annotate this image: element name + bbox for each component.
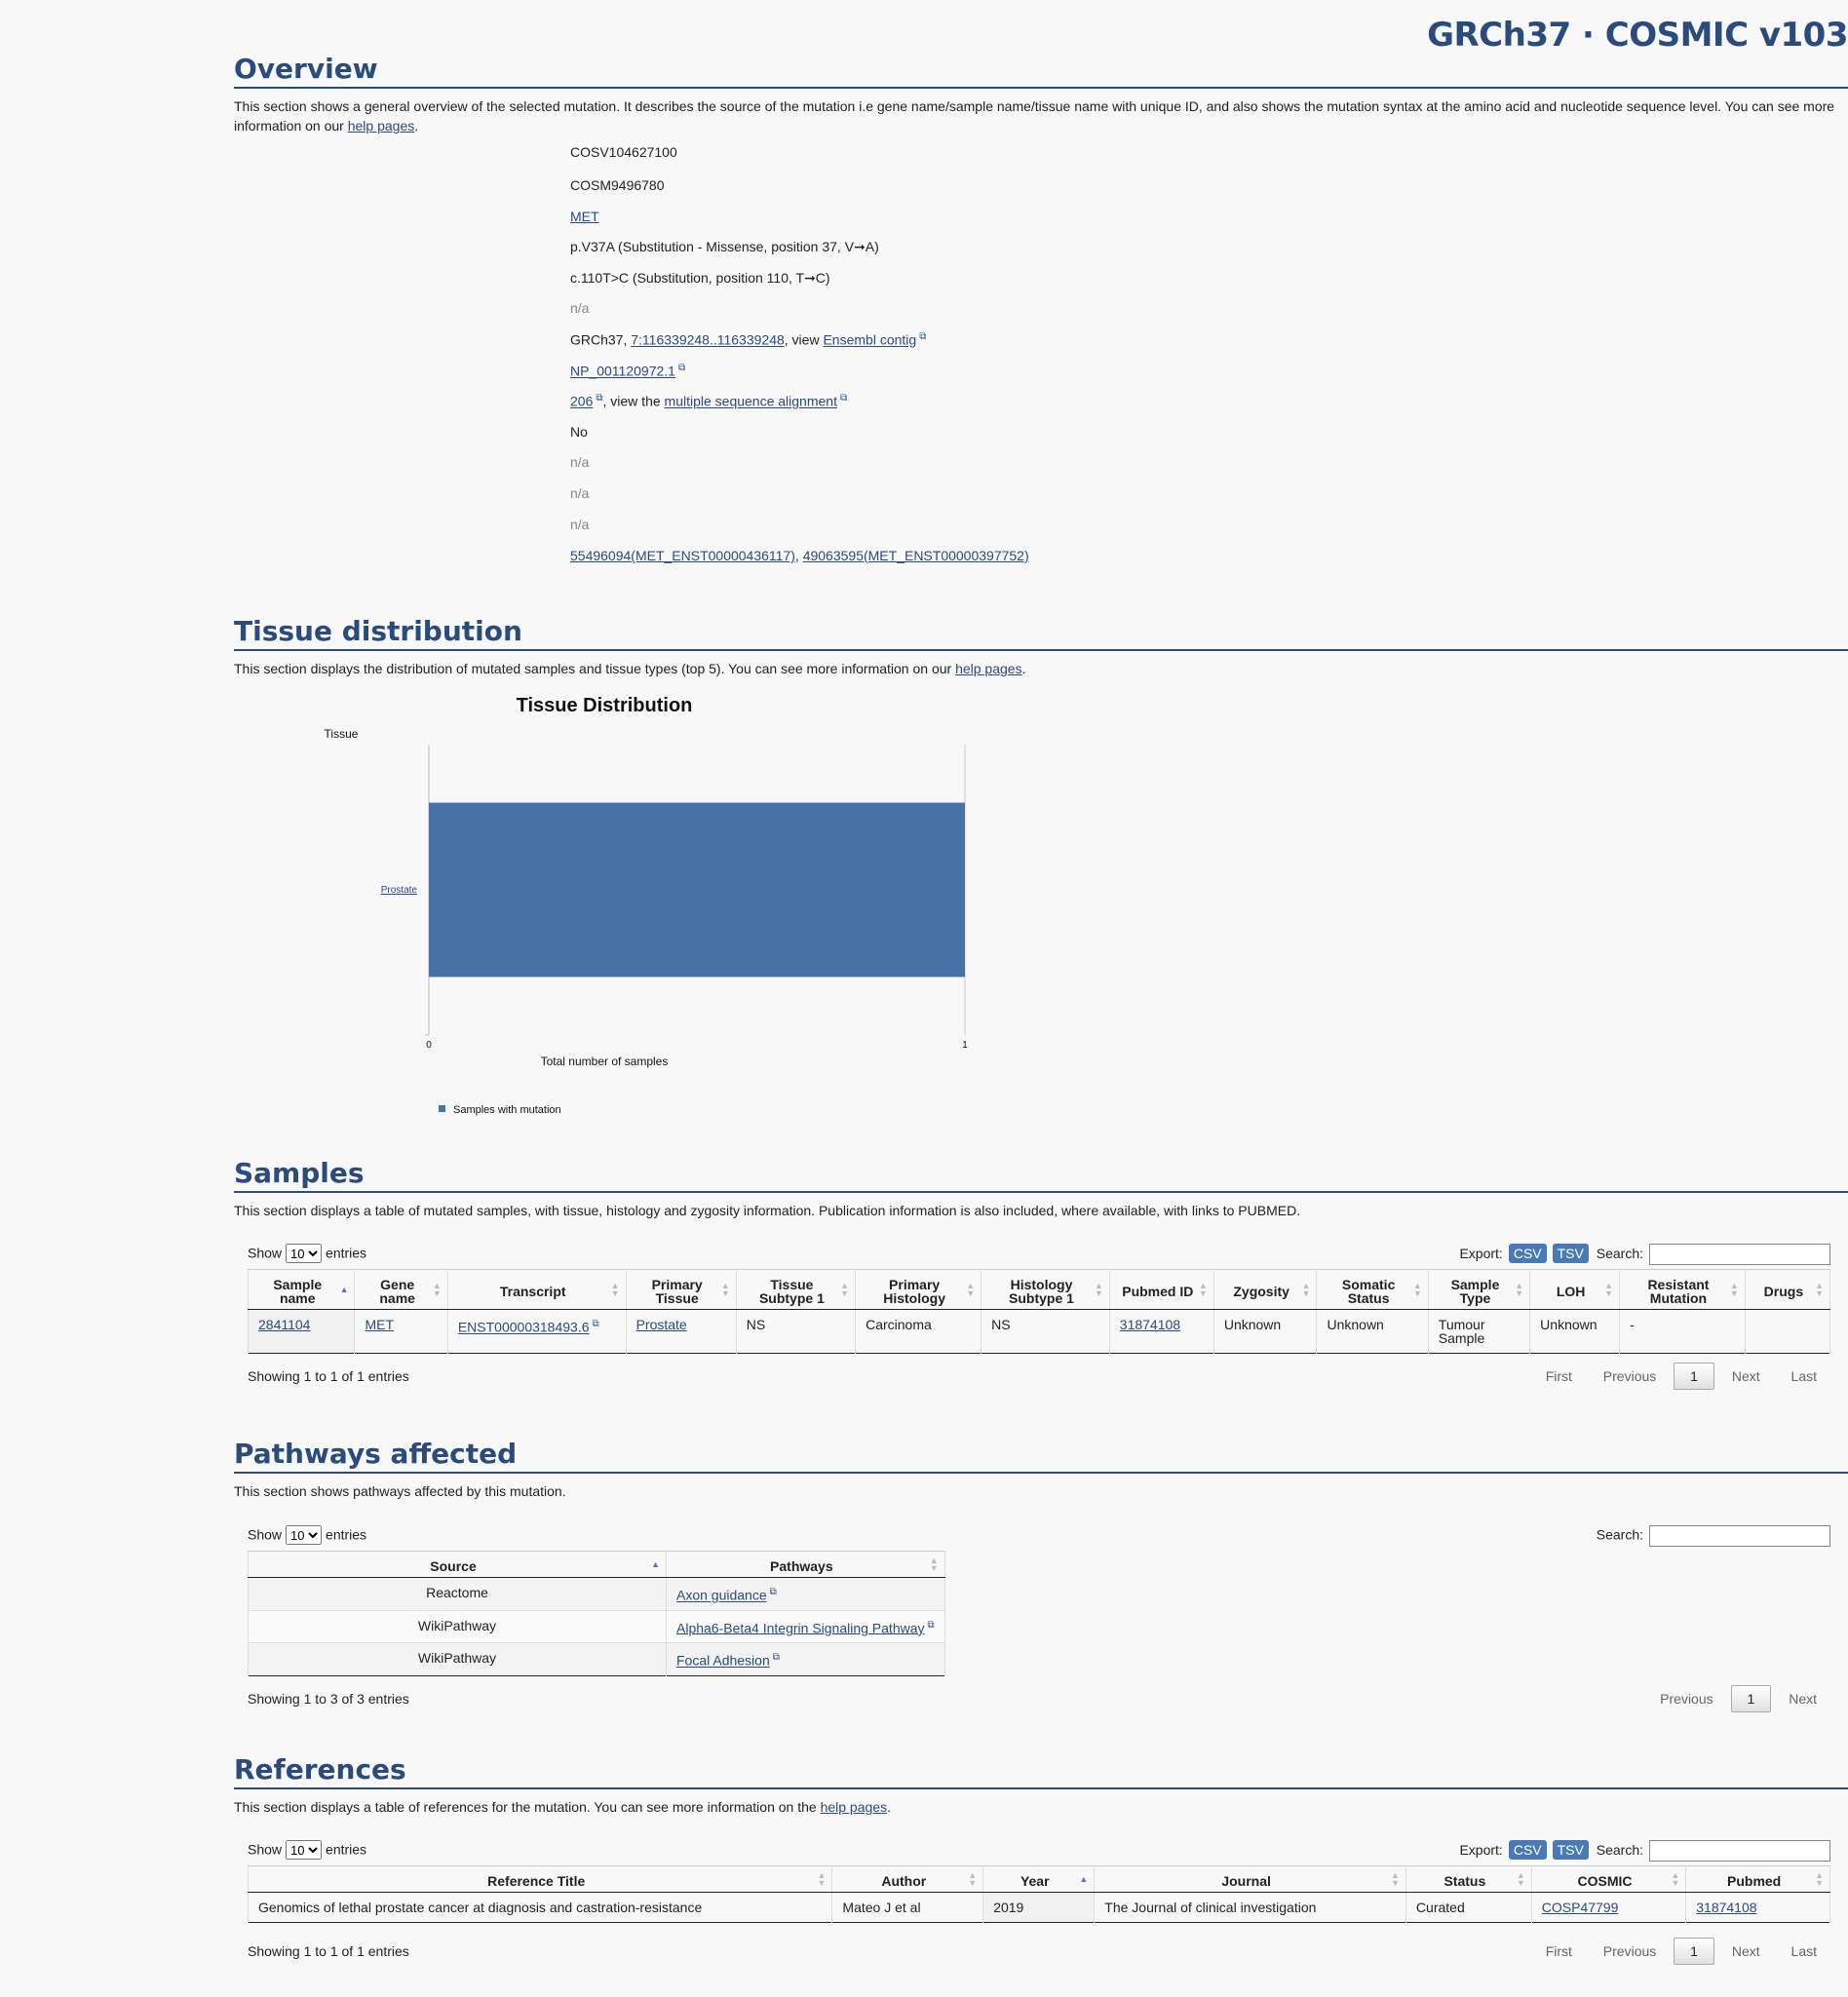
col-header-cosmic[interactable]: COSMIC ▲ ▼ (1531, 1866, 1686, 1893)
col-header-drugs[interactable]: Drugs ▲ ▼ (1745, 1270, 1829, 1310)
search-label: Search: (1596, 1842, 1643, 1858)
sort-asc-icon: ▲ (651, 1559, 660, 1569)
first-button[interactable]: First (1545, 1943, 1572, 1959)
homologene-link[interactable]: 206 (570, 393, 594, 409)
sort-icon: ▲ ▼ (1671, 1870, 1680, 1888)
col-header-primary-histology[interactable]: Primary Histology ▲ ▼ (856, 1270, 982, 1310)
col-header-resistant-mutation[interactable]: Resistant Mutation ▲ ▼ (1620, 1270, 1746, 1310)
cdd-value (570, 363, 685, 379)
bars (381, 803, 965, 978)
col-header-author[interactable]: Author ▲ ▼ (832, 1866, 983, 1893)
pathway-cell (667, 1578, 945, 1611)
source-cell: WikiPathway (249, 1643, 667, 1676)
references-heading: References (234, 1753, 1848, 1789)
sort-icon: ▲ ▼ (968, 1870, 978, 1888)
entries-length: Show 10 entries (248, 1840, 366, 1860)
sort-icon: ▲ ▼ (817, 1870, 827, 1888)
overview-heading: Overview (234, 53, 1848, 89)
external-link-icon: ⧉ (677, 363, 686, 373)
cell-year: 2019 (983, 1893, 1095, 1923)
csv-button[interactable]: CSV (1509, 1840, 1547, 1860)
tissue-chart-svg (234, 682, 1014, 1131)
pagination (1532, 1363, 1830, 1390)
sort-icon: ▲ ▼ (1391, 1870, 1400, 1888)
col-header-somatic-status[interactable]: Somatic Status ▲ ▼ (1317, 1270, 1428, 1310)
samples-table (248, 1269, 1830, 1354)
col-header-histology-subtype-1[interactable]: Histology Subtype 1 ▲ ▼ (982, 1270, 1110, 1310)
x-axis-label: Total number of samples (540, 1055, 669, 1068)
aa-mutation-value: p.V37A (Substitution - Missense, position 37, V➞A) (570, 239, 879, 254)
entries-select[interactable] (286, 1244, 322, 1263)
sort-icon: ▲ ▼ (1729, 1281, 1739, 1298)
x-tick-label: 1 (962, 1040, 968, 1051)
sort-icon: ▲ ▼ (432, 1281, 442, 1298)
cell-resistant-mutation: - (1620, 1310, 1746, 1354)
gene-name-link[interactable]: MET (570, 209, 599, 224)
tsv-button[interactable]: TSV (1553, 1840, 1589, 1860)
sort-icon: ▲ ▼ (1094, 1281, 1103, 1298)
remark-value: n/a (570, 454, 590, 470)
col-header-sample-name[interactable]: Sample name ▲ (249, 1270, 355, 1310)
first-button[interactable]: First (1545, 1368, 1572, 1384)
col-header-primary-tissue[interactable]: Primary Tissue ▲ ▼ (626, 1270, 736, 1310)
previous-button[interactable]: Previous (1660, 1691, 1713, 1707)
pathway-link[interactable]: Focal Adhesion (676, 1652, 770, 1669)
table-row (249, 1578, 945, 1611)
external-link-icon: ⧉ (596, 393, 603, 403)
cosmic-link[interactable]: COSP47799 (1541, 1900, 1619, 1915)
col-header-pathways[interactable]: Pathways ▲ ▼ (667, 1552, 945, 1578)
pathways-heading: Pathways affected (234, 1438, 1848, 1474)
chart-title: Tissue Distribution (516, 695, 693, 716)
cell-transcript (447, 1310, 626, 1354)
tissue-description: This section displays the distribution of mutated samples and tissue types (top 5). You can see more information on our help pages. (234, 661, 1026, 676)
col-header-source[interactable]: Source ▲ (249, 1552, 667, 1578)
entries-select[interactable] (286, 1525, 322, 1545)
cell-author: Mateo J et al (832, 1893, 983, 1923)
samples-table-wrapper (234, 1240, 1848, 1396)
pathway-link[interactable]: Alpha6-Beta4 Integrin Signaling Pathway (676, 1620, 925, 1636)
next-button[interactable]: Next (1789, 1691, 1817, 1707)
sort-icon: ▲ ▼ (720, 1281, 730, 1298)
tissue-chart (234, 682, 1014, 1131)
source-cell: Reactome (249, 1578, 667, 1611)
gene-name-link[interactable]: MET (365, 1317, 395, 1332)
pathways-footer (248, 1685, 1830, 1714)
overview-section (234, 53, 1848, 135)
table-info: Showing 1 to 1 of 1 entries (248, 1368, 409, 1384)
col-header-status[interactable]: Status ▲ ▼ (1405, 1866, 1531, 1893)
external-link-icon: ⧉ (927, 1619, 935, 1631)
external-link-icon: ⧉ (919, 331, 927, 342)
col-header-tissue-subtype-1[interactable]: Tissue Subtype 1 ▲ ▼ (736, 1270, 855, 1310)
cds-mutation-value: c.110T>C (Substitution, position 110, T➞C) (570, 270, 830, 286)
genomic-coordinates-value: GRCh37, 7:116339248..116339248, view Ensembl contig ⧉ (570, 331, 927, 348)
col-header-year[interactable]: Year ▲ (983, 1866, 1095, 1893)
cell-somatic-status: Unknown (1317, 1310, 1428, 1354)
sort-icon: ▲ ▼ (966, 1281, 976, 1298)
transcript-link[interactable]: ENST00000318493.6 (457, 1319, 590, 1335)
sort-icon: ▲ ▼ (929, 1555, 939, 1573)
ever-confirmed-somatic-value: No (570, 424, 588, 440)
cell-loh: Unknown (1530, 1310, 1620, 1354)
cell-pubmed-id (1109, 1310, 1213, 1354)
table-row (249, 1610, 945, 1643)
sort-icon: ▲ ▼ (1515, 1281, 1524, 1298)
pagination (1532, 1938, 1830, 1965)
pathways-toolbar (248, 1521, 1830, 1547)
col-header-pubmed-id[interactable]: Pubmed ID ▲ ▼ (1109, 1270, 1213, 1310)
samples-heading: Samples (234, 1157, 1848, 1193)
samples-toolbar (248, 1240, 1830, 1265)
coordinates-link[interactable]: 7:116339248..116339248 (631, 331, 785, 348)
samples-tools (1459, 1244, 1830, 1265)
col-header-pubmed[interactable]: Pubmed ▲ ▼ (1686, 1866, 1830, 1893)
samples-footer (248, 1363, 1830, 1392)
table-info: Showing 1 to 3 of 3 entries (248, 1691, 409, 1707)
references-desc-text: This section displays a table of references for the mutation. You can see more information on the (234, 1799, 821, 1815)
help-pages-link[interactable]: help pages (347, 118, 415, 134)
search-input[interactable] (1649, 1244, 1830, 1265)
references-footer (248, 1938, 1830, 1967)
previous-button[interactable]: Previous (1602, 1368, 1657, 1384)
col-header-gene-name[interactable]: Gene name ▲ ▼ (355, 1270, 447, 1310)
genomic-mutation-id-value: COSV104627100 (570, 144, 677, 160)
references-table-wrapper (234, 1836, 1848, 1992)
drug-resistance-value: n/a (570, 517, 590, 532)
col-header-sample-type[interactable]: Sample Type ▲ ▼ (1428, 1270, 1529, 1310)
category-label-prostate[interactable]: Prostate (380, 885, 417, 896)
alternative-ids-value: 55496094(MET_ENST00000436117), 49063595(MET_ENST00000397752) (570, 548, 1029, 563)
tissue-desc-text: This section displays the distribution of mutated samples and tissue types (top 5). You can see more information on our (234, 661, 956, 676)
samples-description: This section displays a table of mutated samples, with tissue, histology and zygosity information. Publication information is also included, where available, with links to PUBMED. (234, 1203, 1301, 1218)
cell-status: Curated (1405, 1893, 1531, 1923)
sort-icon: ▲ ▼ (1198, 1281, 1208, 1298)
col-header-reference-title[interactable]: Reference Title ▲ ▼ (249, 1866, 832, 1893)
page-title: GRCh37 · COSMIC v103 (1427, 16, 1848, 55)
x-ticks (426, 1040, 968, 1051)
sample-name-link[interactable]: 2841104 (258, 1317, 311, 1332)
pathway-cell (667, 1610, 945, 1643)
legend (439, 1104, 561, 1116)
ensembl-contig-link[interactable]: Ensembl contig (823, 331, 917, 348)
last-button[interactable]: Last (1790, 1368, 1817, 1384)
references-section (234, 1753, 1848, 1817)
help-pages-link[interactable]: help pages (955, 661, 1022, 676)
page-button[interactable]: 1 (1674, 1363, 1714, 1390)
entries-length: Show 10 entries (248, 1244, 366, 1263)
cell-cosmic (1531, 1893, 1686, 1923)
sort-icon: ▲ ▼ (610, 1281, 620, 1298)
next-button[interactable]: Next (1731, 1943, 1760, 1959)
export-label: Export: (1459, 1246, 1503, 1261)
pathways-table (248, 1551, 945, 1676)
legacy-identifier-value: COSM9496780 (570, 177, 665, 193)
external-link-icon: ⧉ (839, 393, 848, 403)
recurrent-value: n/a (570, 485, 590, 501)
cdd-link[interactable]: NP_001120972.1 (570, 363, 675, 379)
entries-select[interactable] (286, 1840, 322, 1860)
sort-icon: ▲ ▼ (1815, 1281, 1824, 1298)
sort-icon: ▲ ▼ (1516, 1870, 1525, 1888)
sort-icon: ▲ ▼ (1412, 1281, 1422, 1298)
pathways-table-wrapper (234, 1521, 1848, 1716)
page-button[interactable]: 1 (1731, 1685, 1772, 1712)
entries-length: Show 10 entries (248, 1525, 366, 1545)
help-pages-link[interactable]: help pages (820, 1799, 888, 1815)
overview-description: This section shows a general overview of the selected mutation. It describes the source of the mutation i.e gene name/sample name/tissue name with unique ID, and also shows the mutation syntax at the amino acid and nucleotide sequence level. You can see more information on our help pages. (234, 98, 1835, 134)
y-axis-label: Tissue (324, 727, 359, 741)
sort-asc-icon: ▲ (339, 1285, 349, 1294)
overview-desc-text: This section shows a general overview of the selected mutation. It describes the source of the mutation i.e gene name/sample name/tissue name with unique ID, and also shows the mutation syntax at the amino acid and nucleotide sequence level. You can see more information on our (234, 98, 1835, 134)
references-toolbar (248, 1836, 1830, 1862)
page-button[interactable]: 1 (1674, 1938, 1714, 1965)
external-link-icon: ⧉ (769, 1587, 777, 1597)
last-button[interactable]: Last (1790, 1943, 1817, 1959)
sort-icon: ▲ ▼ (1604, 1281, 1614, 1298)
cell-reference-title: Genomics of lethal prostate cancer at diagnosis and castration-resistance (249, 1893, 832, 1923)
cell-sample-name (249, 1310, 355, 1354)
samples-section (234, 1157, 1848, 1220)
external-link-icon: ⧉ (592, 1319, 599, 1329)
csv-button[interactable]: CSV (1509, 1244, 1547, 1263)
references-tools (1459, 1840, 1830, 1862)
cell-sample-type: Tumour Sample (1428, 1310, 1529, 1354)
table-row (249, 1893, 1830, 1923)
cell-gene-name (355, 1310, 447, 1354)
primary-tissue-link[interactable]: Prostate (635, 1317, 687, 1332)
cell-drugs (1745, 1310, 1829, 1354)
bar-prostate[interactable] (429, 803, 965, 978)
previous-button[interactable]: Previous (1602, 1943, 1657, 1959)
search-input[interactable] (1649, 1525, 1830, 1547)
export-label: Export: (1459, 1842, 1503, 1858)
homologene-value: 206 ⧉, view the multiple sequence alignment ⧉ (570, 393, 848, 409)
alternative-id-link[interactable]: 49063595(MET_ENST00000397752) (802, 548, 1029, 563)
sort-icon: ▲ ▼ (1815, 1870, 1824, 1888)
next-button[interactable]: Next (1731, 1368, 1760, 1384)
search-label: Search: (1596, 1246, 1643, 1261)
col-header-transcript[interactable]: Transcript ▲ ▼ (447, 1270, 626, 1310)
cell-journal: The Journal of clinical investigation (1095, 1893, 1406, 1923)
table-info: Showing 1 to 1 of 1 entries (248, 1943, 409, 1959)
references-table (248, 1865, 1830, 1923)
pubmed-link[interactable]: 31874108 (1696, 1900, 1757, 1915)
search-label: Search: (1596, 1526, 1643, 1543)
col-header-loh[interactable]: LOH ▲ ▼ (1530, 1270, 1620, 1310)
tsv-button[interactable]: TSV (1553, 1244, 1589, 1263)
cell-primary-histology: Carcinoma (856, 1310, 982, 1354)
legend-swatch (439, 1105, 445, 1112)
sort-icon: ▲ ▼ (1301, 1281, 1311, 1298)
cell-zygosity: Unknown (1213, 1310, 1317, 1354)
col-header-zygosity[interactable]: Zygosity ▲ ▼ (1213, 1270, 1317, 1310)
nucleotides-inserted-value: n/a (570, 300, 590, 316)
tissue-heading: Tissue distribution (234, 615, 1848, 651)
tissue-section (234, 615, 1848, 678)
alternative-id-link[interactable]: 55496094(MET_ENST00000436117) (570, 548, 795, 563)
external-link-icon: ⧉ (772, 1652, 780, 1664)
cell-tissue-subtype-1: NS (736, 1310, 855, 1354)
pathways-tools (1597, 1525, 1830, 1547)
search-input[interactable] (1649, 1840, 1830, 1862)
cell-histology-subtype-1: NS (982, 1310, 1110, 1354)
sort-icon: ▲ ▼ (840, 1281, 850, 1298)
x-tick-label: 0 (426, 1040, 432, 1051)
cell-pubmed (1686, 1893, 1830, 1923)
overview-table (234, 144, 1848, 573)
source-cell: WikiPathway (249, 1610, 667, 1643)
col-header-journal[interactable]: Journal ▲ ▼ (1095, 1866, 1406, 1893)
cell-primary-tissue (626, 1310, 736, 1354)
pathway-cell (667, 1643, 945, 1676)
msa-link[interactable]: multiple sequence alignment (664, 393, 837, 409)
pathways-description: This section shows pathways affected by this mutation. (234, 1483, 566, 1499)
references-description: This section displays a table of references for the mutation. You can see more information on the help pages. (234, 1799, 891, 1815)
pubmed-id-link[interactable]: 31874108 (1119, 1317, 1181, 1332)
table-row (249, 1643, 945, 1676)
pathway-link[interactable]: Axon guidance (676, 1587, 767, 1603)
legend-label: Samples with mutation (453, 1104, 561, 1116)
sort-asc-icon: ▲ (1079, 1874, 1089, 1884)
pagination (1646, 1685, 1830, 1712)
pathways-section (234, 1438, 1848, 1501)
table-row (249, 1310, 1830, 1354)
